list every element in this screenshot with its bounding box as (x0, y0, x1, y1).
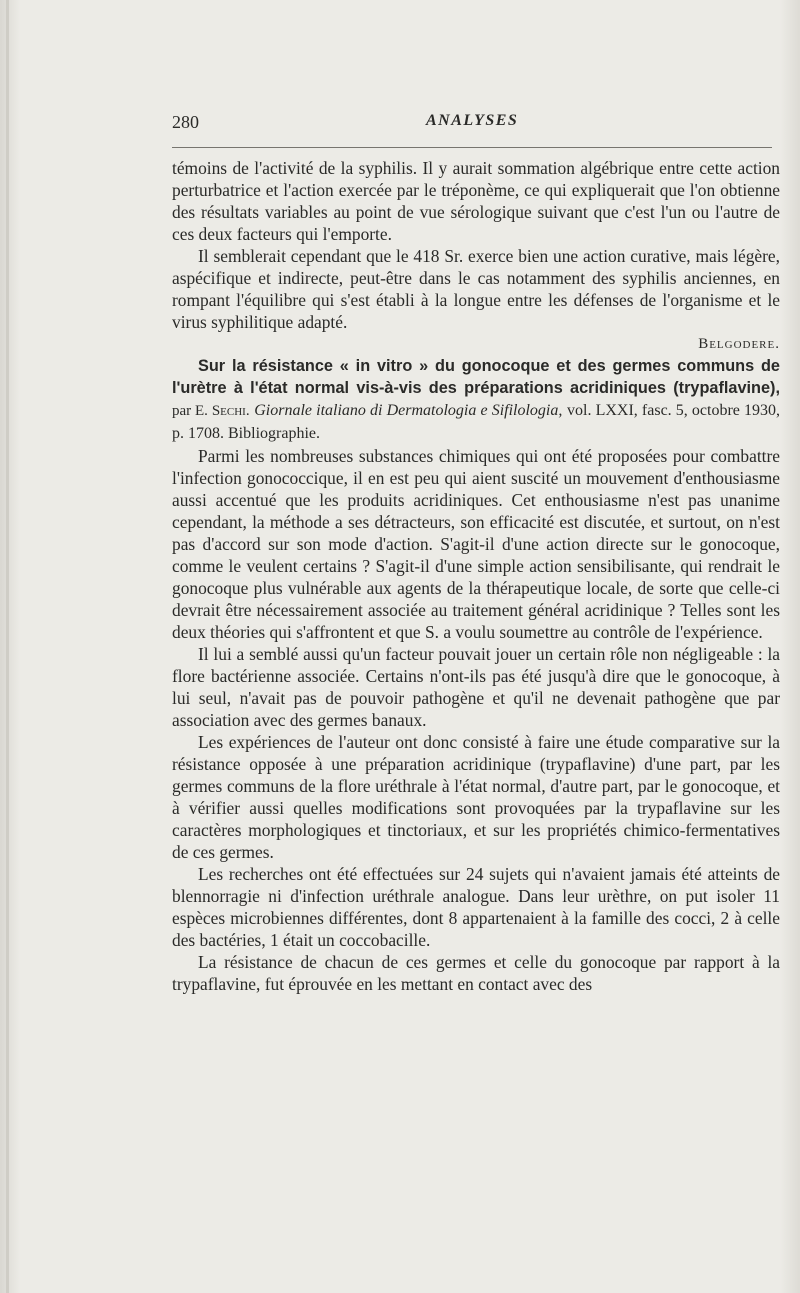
paragraph: Parmi les nombreuses substances chimiques qui ont été proposées pour combattre l'infection gonococcique, il en est peu qui aient suscité un mouvement d'enthousiasme aussi accentué que les produits acridiniques. Cet enthousiasme n'est pas unanime cependant, la méthode a ses détracteurs, son efficacité est discutée, et surtout, on n'est pas d'accord sur son mode d'action. S'agit-il d'une action directe sur le gonocoque, comme le veulent certains ? S'agit-il d'une simple action sensibilisante, qui rendrait le gonocoque plus vulnérable aux agents de la thérapeutique locale, de sorte que celle-ci devrait être nécessairement associée au traitement général acridinique ? Telles sont les deux théories qui s'affrontent et que S. a voulu soumettre au contrôle de l'expérience. (172, 446, 780, 642)
page-number: 280 (172, 112, 199, 132)
author-prefix: par E. (172, 403, 208, 419)
binding-gutter (6, 0, 9, 1293)
running-title: ANALYSES (426, 112, 519, 129)
page-header (172, 112, 772, 136)
journal-reference: vol. LXXI, fasc. 5, octobre 1930, p. 1708. Bibliographie. (172, 402, 781, 442)
paragraph: Les expériences de l'auteur ont donc consisté à faire une étude comparative sur la résistance opposée à une préparation acridinique (trypaflavine) d'une part, par les germes communs de la flore uréthrale à l'état normal, d'autre part, par le gonocoque, et à vérifier aussi quelles modifications sont provoquées par la trypaflavine sur les caractères morphologiques et tinctoriaux, et sur les propriétés chimico-fermentatives de ces germes. (172, 732, 780, 862)
paragraph: Les recherches ont été effectuées sur 24 sujets qui n'avaient jamais été atteints de blennorragie ni d'infection uréthrale analogue. Dans leur urèthre, on put isoler 11 espèces microbiennes différentes, dont 8 appartenaient à la famille des cocci, 2 à celle des bactéries, 1 était un coccobacille. (172, 864, 780, 950)
author-byline (172, 403, 250, 419)
paragraph: Il lui a semblé aussi qu'un facteur pouvait jouer un certain rôle non négligeable : la flore bactérienne associée. Certains n'ont-ils pas été jusqu'à dire que le gonocoque, à lui seul, n'avait pas de pouvoir pathogène et qu'il ne devenait pathogène que par association avec des germes banaux. (172, 644, 780, 730)
paragraph-continued: témoins de l'activité de la syphilis. Il y aurait sommation algébrique entre cette action perturbatrice et l'action exercée par le tréponème, ce qui expliquerait que l'on obtienne des résultats variables au point de vue sérologique suivant que c'est l'un ou l'autre de ces deux facteurs qui l'emporte. (172, 158, 780, 244)
article-heading (172, 355, 780, 445)
paragraph-conclusion: Il semblerait cependant que le 418 Sr. exerce bien une action curative, mais légère, aspécifique et indirecte, peut-être dans le cas notamment des syphilis anciennes, en rompant l'équilibre qui s'est établi à la longue entre les défenses de l'organisme et le virus syphilitique adapté. (172, 246, 780, 332)
paragraph: La résistance de chacun de ces germes et celle du gonocoque par rapport à la trypaflavine, fut éprouvée en les mettant en contact avec des (172, 952, 780, 994)
article-title: Sur la résistance « in vitro » du gonocoque et des germes communs de l'urètre à l'état normal vis-à-vis des préparations acridiniques (trypaflavine), (172, 357, 780, 397)
reviewer-signature: Belgodere. (698, 336, 780, 352)
journal-name: Giornale italiano di Dermatologia e Sifilologia, (254, 402, 563, 419)
page-body (172, 157, 780, 995)
header-rule (172, 147, 772, 148)
author-name: Sechi. (211, 403, 250, 419)
